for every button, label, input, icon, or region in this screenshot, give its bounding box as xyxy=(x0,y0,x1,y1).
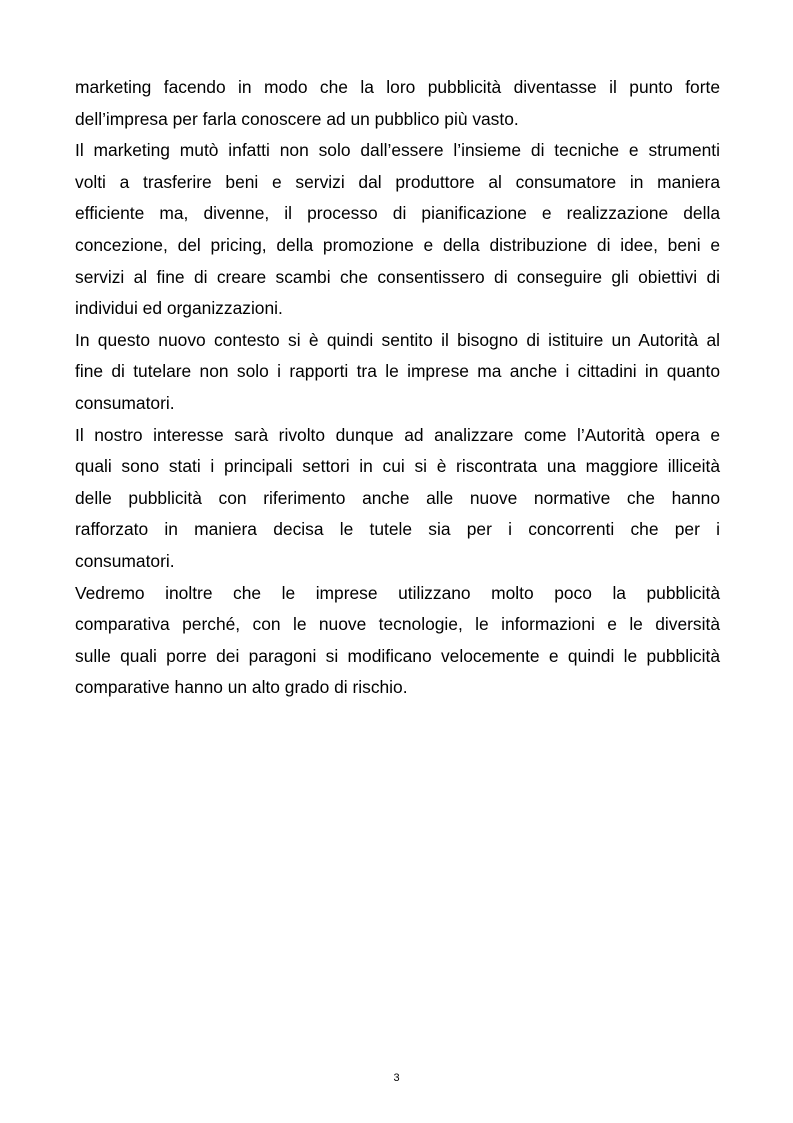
text-line: marketing facendo in modo che la loro pubblicità diventasse il punto forte xyxy=(75,77,720,97)
paragraph xyxy=(75,578,720,704)
text-line: consumatori. xyxy=(75,550,175,571)
text-line: efficiente ma, divenne, il processo di pianificazione e realizzazione della xyxy=(75,203,720,224)
text-line: dell’impresa per farla conoscere ad un pubblico più vasto. xyxy=(75,108,519,129)
text-line: servizi al fine di creare scambi che consentissero di conseguire gli obiettivi di xyxy=(75,266,720,287)
text-line: Vedremo inoltre che le imprese utilizzano molto poco la pubblicità xyxy=(75,582,720,603)
text-line: comparative hanno un alto grado di rischio. xyxy=(75,677,408,698)
text-line: concezione, del pricing, della promozione e della distribuzione di idee, beni e xyxy=(75,234,720,255)
text-line: individui ed organizzazioni. xyxy=(75,298,283,319)
paragraph xyxy=(75,135,720,325)
text-line: Il marketing mutò infatti non solo dall’essere l’insieme di tecniche e strumenti xyxy=(75,140,720,161)
text-line: quali sono stati i principali settori in cui si è riscontrata una maggiore illiceità xyxy=(75,456,720,477)
text-line: Il nostro interesse sarà rivolto dunque ad analizzare come l’Autorità opera e xyxy=(75,424,720,445)
paragraph xyxy=(75,420,720,578)
text-line: volti a trasferire beni e servizi dal produttore al consumatore in maniera xyxy=(75,171,720,192)
text-line: rafforzato in maniera decisa le tutele sia per i concorrenti che per i xyxy=(75,519,720,540)
text-line: fine di tutelare non solo i rapporti tra le imprese ma anche i cittadini in quanto xyxy=(75,361,720,382)
paragraph xyxy=(75,325,720,420)
text-line: consumatori. xyxy=(75,392,175,413)
text-line: In questo nuovo contesto si è quindi sentito il bisogno di istituire un Autorità al xyxy=(75,329,720,350)
body-text xyxy=(75,72,720,704)
paragraph xyxy=(75,72,720,135)
text-line: comparativa perché, con le nuove tecnologie, le informazioni e le diversità xyxy=(75,614,720,635)
page-number: 3 xyxy=(393,1072,400,1084)
text-line: sulle quali porre dei paragoni si modificano velocemente e quindi le pubblicità xyxy=(75,645,720,666)
text-line: delle pubblicità con riferimento anche alle nuove normative che hanno xyxy=(75,487,720,508)
